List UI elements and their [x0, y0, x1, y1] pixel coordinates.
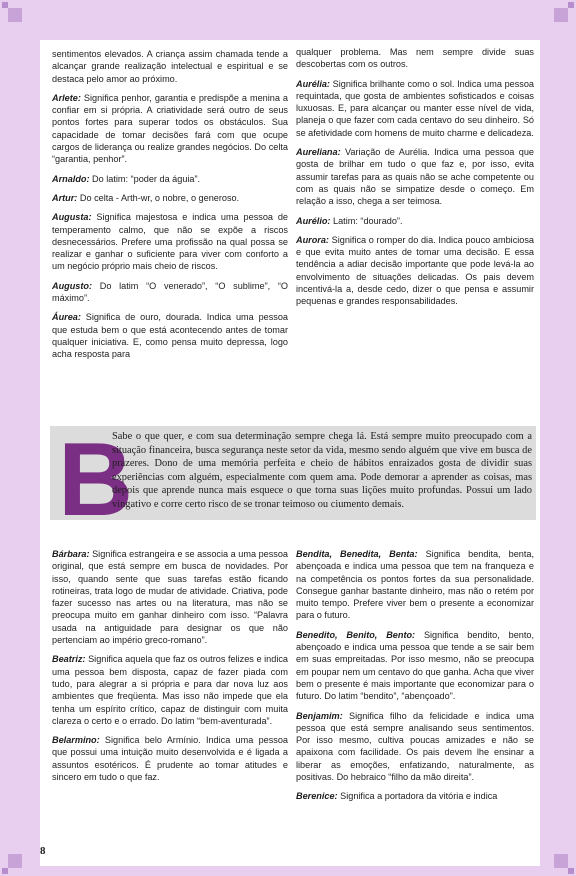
entry-text: Significa o romper do dia. Indica pouco ambiciosa e que evita muito antes de tomar uma decisão. E essa tendência a adiar decisão importante que pode levá-la ao envolvimento de situações delicadas. Os pais devem incentivá-la a, desde cedo, dizer o que pensa e assumir pequenas e grandes responsabilidades. — [296, 234, 534, 307]
entry-benedito — [296, 629, 534, 703]
entry-text: Significa estrangeira e se associa a uma pessoa original, que está sempre em busca de novidades. Por isso, quando sente que suas tarefas estão ficando rotineiras, trata logo de mudar de atividade. Criativa, pode fazer sucesso nas artes ou na literatura, mas não se preocupa muito em ganhar dinheiro com isso. “Palavra usada na antiguidade para designar os que não pertenciam ao império greco-romano”. — [52, 549, 288, 646]
corner-ornament-top-right — [546, 0, 576, 30]
entry-term: Belarmino: — [52, 735, 100, 746]
column-top-right — [296, 46, 534, 315]
entry-term: Aurora: — [296, 234, 329, 245]
page-number: 8 — [40, 845, 46, 857]
entry-term: Arlete: — [52, 92, 81, 103]
entry-arlete — [52, 92, 288, 166]
entry-text: Do latim “O venerado”, “O sublime”, “O máximo”. — [52, 280, 288, 304]
banner-text: Sabe o que quer, e com sua determinação sempre chega lá. Está sempre muito preocupado com a situação financeira, busca segurança neste setor da vida, mesmo sendo alguém que vive em busca de prazeres. Dono de uma memória perfeita e cheio de hábitos enraizados gosta de dividir suas experiências com alguém, especialmente com quem ama. Pode demorar a aprender as coisas, mas depois que aprende nunca mais esquece o que torna suas lições muito profundas. Possui um lado vingativo e corre certo risco de se tronar teimoso ou ciumento demais. — [112, 431, 532, 510]
entry-term: Augusto: — [52, 280, 93, 291]
entry-augusta — [52, 211, 288, 272]
entry-term: Augusta: — [52, 212, 92, 223]
entry-term: Benedito, Benito, Bento: — [296, 629, 416, 640]
entry-artur — [52, 192, 288, 204]
banner-letter: B — [58, 422, 134, 538]
entry-text: Significa penhor, garantia e predispõe a menina a confiar em si própria. A criatividade será outro de seus pontos fortes para superar todos os obstáculos. Sua capacidade de tomar decisões fará com que ocupe cargos de liderança ou realize grandes negócios. Do celta “garantia, penhor”. — [52, 92, 288, 165]
letter-banner — [50, 422, 536, 538]
entry-barbara — [52, 548, 288, 646]
entry-text: Significa brilhante como o sol. Indica uma pessoa requintada, que gosta de ambientes sofisticados e coisas luxuosas. E, para alcançar ou manter esse nível de vida, planeja o que fazer com cada centavo do seu dinheiro. Só se afetividade com homens de muito charme e delicadeza. — [296, 78, 534, 138]
entry-term: Aureliana: — [296, 147, 341, 158]
entry-text: Significa majestosa e indica uma pessoa de temperamento calmo, que não se expõe a riscos desnecessários. Prefere uma profissão na qual possa se realizar e ganhar o suficiente para viver com conforto a um negócio próprio mais cheio de riscos. — [52, 212, 288, 272]
entry-text: Do celta - Arth-wr, o nobre, o generoso. — [77, 192, 240, 203]
entry-benjamim — [296, 710, 534, 784]
entry-bendita — [296, 548, 534, 622]
entry-term: Berenice: — [296, 791, 338, 802]
column-top-left — [52, 48, 288, 368]
entry-aurelia — [296, 78, 534, 139]
corner-ornament-top-left — [0, 0, 30, 30]
entry-term: Artur: — [52, 192, 78, 203]
entry-text: Significa filho da felicidade e indica uma pessoa que está sempre analisando seus sentimentos. Por isso mesmo, cultiva poucas amizades e não se apaixona com facilidade. Os pais devem lhe ensinar a liberar as emoções, enfatizando, naturalmente, as positivas. Do hebraico “filho da mão direita”. — [296, 710, 534, 783]
entry-belarmino — [52, 734, 288, 783]
entry-aureliana — [296, 146, 534, 207]
entry-term: Bárbara: — [52, 549, 90, 559]
entry-term: Benjamim: — [296, 710, 343, 721]
entry-term: Beatriz: — [52, 654, 86, 665]
entry-beatriz — [52, 653, 288, 727]
entry-text: Significa a portadora da vitória e indica — [337, 791, 498, 802]
entry-aurea — [52, 311, 288, 360]
entry-term: Aurélia: — [296, 78, 330, 89]
entry-text: Significa bendita, benta, abençoada e indica uma pessoa que tem na franqueza e na competência os pontos fortes da sua personalidade. Consegue ganhar bastante dinheiro, mas não o retém por muito tempo. Prefere viver bem o presente a economizar para o futuro. — [296, 549, 534, 621]
corner-ornament-bottom-left — [0, 846, 30, 876]
entry-arnaldo — [52, 173, 288, 185]
entry-term: Arnaldo: — [52, 173, 90, 184]
entry-text: Do latim: “poder da águia”. — [89, 173, 201, 184]
entry-text: Latim: “dourado”. — [330, 215, 403, 226]
entry-augusto — [52, 280, 288, 305]
page — [40, 40, 540, 866]
entry-term: Áurea: — [52, 312, 81, 323]
entry: sentimentos elevados. A criança assim chamada tende a alcançar grande realização intelectual e espiritual e se destaca pelo amor ao próximo. — [52, 49, 288, 84]
entry-aurelio — [296, 215, 534, 227]
column-bottom-right — [296, 548, 534, 810]
entry-text: Significa belo Armínio. Indica uma pessoa que possui uma intuição muito desenvolvida e é ligada a assuntos esotéricos. É prudente ao tomar atitudes e sincero em tudo o que faz. — [52, 735, 288, 783]
entry-text: Variação de Aurélia. Indica uma pessoa que gosta de brilhar em tudo o que faz e, por isso, evita assumir tarefas para as quais não se ache competente ou com as quais não se simpatize desde o começo. Em relação a isso, chega a ser teimosa. — [296, 147, 534, 207]
entry: qualquer problema. Mas nem sempre divide suas descobertas com os outros. — [296, 47, 534, 70]
entry-term: Aurélio: — [296, 215, 331, 226]
entry-aurora — [296, 234, 534, 308]
corner-ornament-bottom-right — [546, 846, 576, 876]
entry-berenice — [296, 790, 534, 802]
entry-text: Significa bendito, bento, abençoado e indica uma pessoa que tende a se sair bem em suas empreitadas. Por isso mesmo, não se preocupa em poupar nem um centavo do que ganha. Acha que viver bem o presente é mais importante que economizar para o futuro. Do latim “bendito”, “abençoado”. — [296, 629, 534, 702]
entry-text: Significa de ouro, dourada. Indica uma pessoa que estuda bem o que está acontecendo antes de tomar qualquer iniciativa. E, como pensa muito depressa, logo acha resposta para — [52, 312, 288, 360]
entry-term: Bendita, Benedita, Benta: — [296, 549, 418, 559]
column-bottom-left — [52, 548, 288, 790]
entry-text: Significa aquela que faz os outros felizes e indica uma pessoa bem disposta, capaz de fazer piada com tudo, para alegrar a si própria e para dar nova luz aos ambientes que freqüenta. Mas isso não impede que ela tenha um espírito crítico, capaz de distinguir com muita clareza o certo e o errado. Do latim “bem-aventurada”. — [52, 654, 288, 726]
